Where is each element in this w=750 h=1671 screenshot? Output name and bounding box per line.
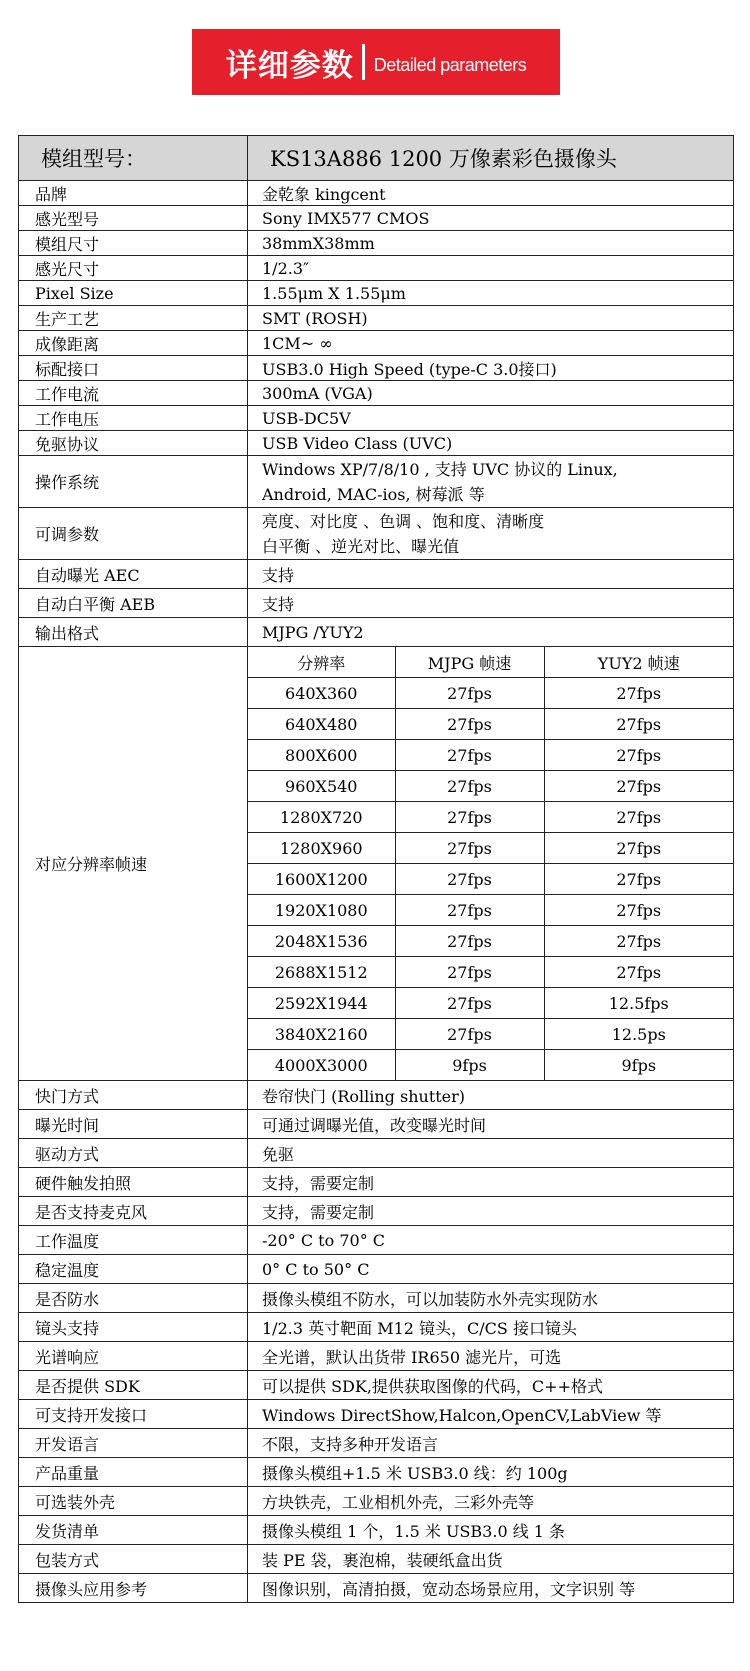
model-label: 模组型号： — [19, 136, 248, 181]
spec-label: 免驱协议 — [19, 431, 248, 456]
resolution-data-row — [248, 709, 734, 740]
os-label: 操作系统 — [19, 456, 248, 508]
spec-label: 快门方式 — [19, 1081, 248, 1110]
spec-value: USB-DC5V — [248, 406, 734, 431]
spec-value: 38mmX38mm — [248, 231, 734, 256]
resolution-value: 800X600 — [248, 740, 395, 771]
resolution-header: 分辨率 — [248, 647, 395, 678]
spec-label: 品牌 — [19, 181, 248, 206]
spec-row — [19, 181, 734, 206]
spec-row — [19, 1545, 734, 1574]
spec-row — [19, 1168, 734, 1197]
spec-label: 开发语言 — [19, 1429, 248, 1458]
spec-row — [19, 1226, 734, 1255]
resolution-data-row — [248, 833, 734, 864]
yuy2-fps: 12.5ps — [544, 1019, 734, 1050]
yuy2-fps: 27fps — [544, 771, 734, 802]
spec-label: 是否支持麦克风 — [19, 1197, 248, 1226]
mjpg-fps: 27fps — [395, 740, 544, 771]
resolution-row — [19, 647, 734, 1081]
resolution-data-row — [248, 926, 734, 957]
yuy2-fps: 27fps — [544, 926, 734, 957]
spec-label: 工作温度 — [19, 1226, 248, 1255]
mjpg-fps: 27fps — [395, 833, 544, 864]
spec-label: 生产工艺 — [19, 306, 248, 331]
spec-value: Windows DirectShow,Halcon,OpenCV,LabView 等 — [248, 1400, 734, 1429]
mjpg-fps: 27fps — [395, 1019, 544, 1050]
spec-label: 输出格式 — [19, 618, 248, 647]
spec-row — [19, 256, 734, 281]
spec-label: 摄像头应用参考 — [19, 1574, 248, 1603]
spec-row — [19, 1197, 734, 1226]
resolution-value: 640X480 — [248, 709, 395, 740]
os-row — [19, 456, 734, 508]
spec-label: 感光尺寸 — [19, 256, 248, 281]
resolution-value: 1280X720 — [248, 802, 395, 833]
mjpg-fps: 27fps — [395, 771, 544, 802]
model-header-row — [19, 136, 734, 181]
adjust-line: 亮度、对比度 、色调 、饱和度、清晰度 — [262, 511, 545, 531]
spec-value: 摄像头模组 1 个，1.5 米 USB3.0 线 1 条 — [248, 1516, 734, 1545]
mjpg-fps: 27fps — [395, 957, 544, 988]
spec-label: 稳定温度 — [19, 1255, 248, 1284]
spec-row — [19, 1458, 734, 1487]
spec-row — [19, 1110, 734, 1139]
spec-value: 1/2.3 英寸靶面 M12 镜头，C/CS 接口镜头 — [248, 1313, 734, 1342]
yuy2-fps: 27fps — [544, 957, 734, 988]
spec-value: 免驱 — [248, 1139, 734, 1168]
banner-divider — [362, 44, 365, 80]
spec-value: 卷帘快门 (Rolling shutter) — [248, 1081, 734, 1110]
resolution-value: 2688X1512 — [248, 957, 395, 988]
spec-row — [19, 281, 734, 306]
spec-value: 方块铁壳，工业相机外壳，三彩外壳等 — [248, 1487, 734, 1516]
spec-value: Sony IMX577 CMOS — [248, 206, 734, 231]
spec-value: 摄像头模组不防水，可以加装防水外壳实现防水 — [248, 1284, 734, 1313]
spec-value: 摄像头模组+1.5 米 USB3.0 线：约 100g — [248, 1458, 734, 1487]
yuy2-fps: 27fps — [544, 864, 734, 895]
spec-row — [19, 431, 734, 456]
yuy2-fps: 27fps — [544, 895, 734, 926]
resolution-data-row — [248, 957, 734, 988]
spec-label: 自动曝光 AEC — [19, 560, 248, 589]
os-line: Windows XP/7/8/10 , 支持 UVC 协议的 Linux, — [262, 459, 618, 479]
resolution-data-row — [248, 802, 734, 833]
os-value — [248, 456, 734, 508]
spec-row — [19, 381, 734, 406]
mjpg-fps: 27fps — [395, 988, 544, 1019]
resolution-header-row — [248, 647, 734, 678]
spec-label: 发货清单 — [19, 1516, 248, 1545]
os-line: Android, MAC-ios, 树莓派 等 — [262, 484, 485, 504]
resolution-data-row — [248, 678, 734, 709]
spec-label: 包装方式 — [19, 1545, 248, 1574]
resolution-header: YUY2 帧速 — [544, 647, 734, 678]
adjust-line: 白平衡 、逆光对比、曝光值 — [262, 536, 460, 556]
spec-row — [19, 1342, 734, 1371]
spec-row — [19, 618, 734, 647]
spec-value: 300mA (VGA) — [248, 381, 734, 406]
mjpg-fps: 27fps — [395, 678, 544, 709]
spec-label: 曝光时间 — [19, 1110, 248, 1139]
resolution-value: 1280X960 — [248, 833, 395, 864]
spec-row — [19, 1574, 734, 1603]
spec-value: 1CM~ ∞ — [248, 331, 734, 356]
resolution-value: 3840X2160 — [248, 1019, 395, 1050]
spec-label: 成像距离 — [19, 331, 248, 356]
banner-title-en: Detailed parameters — [373, 54, 527, 75]
spec-label: 可选装外壳 — [19, 1487, 248, 1516]
spec-row — [19, 206, 734, 231]
spec-row — [19, 1371, 734, 1400]
spec-label: 光谱响应 — [19, 1342, 248, 1371]
spec-label: 可支持开发接口 — [19, 1400, 248, 1429]
mjpg-fps: 27fps — [395, 709, 544, 740]
spec-value: 图像识别，高清拍摄，宽动态场景应用，文字识别 等 — [248, 1574, 734, 1603]
model-value: KS13A886 1200 万像素彩色摄像头 — [248, 136, 734, 181]
spec-label: 自动白平衡 AEB — [19, 589, 248, 618]
spec-row — [19, 331, 734, 356]
resolution-label: 对应分辨率帧速 — [19, 647, 248, 1081]
spec-value: 不限，支持多种开发语言 — [248, 1429, 734, 1458]
resolution-value: 640X360 — [248, 678, 395, 709]
spec-value: 0° C to 50° C — [248, 1255, 734, 1284]
spec-table — [18, 135, 734, 1603]
spec-value: 金乾象 kingcent — [248, 181, 734, 206]
spec-row — [19, 1400, 734, 1429]
banner-title-cn: 详细参数 — [225, 47, 354, 84]
resolution-value: 2592X1944 — [248, 988, 395, 1019]
spec-label: 模组尺寸 — [19, 231, 248, 256]
spec-row — [19, 1429, 734, 1458]
spec-row — [19, 356, 734, 381]
mjpg-fps: 27fps — [395, 926, 544, 957]
adjust-value — [248, 508, 734, 560]
spec-value: 1.55μm X 1.55μm — [248, 281, 734, 306]
adjust-row — [19, 508, 734, 560]
adjust-label: 可调参数 — [19, 508, 248, 560]
spec-value: 支持 — [248, 560, 734, 589]
mjpg-fps: 27fps — [395, 864, 544, 895]
spec-value: -20° C to 70° C — [248, 1226, 734, 1255]
spec-row — [19, 1313, 734, 1342]
resolution-data-row — [248, 864, 734, 895]
yuy2-fps: 27fps — [544, 678, 734, 709]
yuy2-fps: 12.5fps — [544, 988, 734, 1019]
resolution-value: 1920X1080 — [248, 895, 395, 926]
spec-value: 可以提供 SDK,提供获取图像的代码，C++格式 — [248, 1371, 734, 1400]
spec-value: MJPG /YUY2 — [248, 618, 734, 647]
spec-label: 驱动方式 — [19, 1139, 248, 1168]
resolution-value: 1600X1200 — [248, 864, 395, 895]
spec-value: 可通过调曝光值，改变曝光时间 — [248, 1110, 734, 1139]
spec-value: USB3.0 High Speed (type-C 3.0接口) — [248, 356, 734, 381]
spec-row — [19, 406, 734, 431]
mjpg-fps: 9fps — [395, 1050, 544, 1081]
spec-label: 镜头支持 — [19, 1313, 248, 1342]
resolution-data-row — [248, 895, 734, 926]
spec-label: Pixel Size — [19, 281, 248, 306]
spec-value: SMT (ROSH) — [248, 306, 734, 331]
resolution-table — [248, 647, 734, 1080]
yuy2-fps: 27fps — [544, 802, 734, 833]
spec-label: 标配接口 — [19, 356, 248, 381]
spec-row — [19, 1081, 734, 1110]
spec-row — [19, 1284, 734, 1313]
spec-row — [19, 560, 734, 589]
yuy2-fps: 27fps — [544, 740, 734, 771]
spec-label: 是否提供 SDK — [19, 1371, 248, 1400]
spec-label: 产品重量 — [19, 1458, 248, 1487]
resolution-data-row — [248, 988, 734, 1019]
resolution-data-row — [248, 1050, 734, 1081]
spec-label: 是否防水 — [19, 1284, 248, 1313]
spec-value: 全光谱，默认出货带 IR650 滤光片，可选 — [248, 1342, 734, 1371]
resolution-data-row — [248, 740, 734, 771]
spec-value: 1/2.3″ — [248, 256, 734, 281]
spec-label: 感光型号 — [19, 206, 248, 231]
resolution-value: 960X540 — [248, 771, 395, 802]
resolution-cell — [248, 647, 734, 1081]
spec-value: 装 PE 袋，裹泡棉，装硬纸盒出货 — [248, 1545, 734, 1574]
spec-row — [19, 1487, 734, 1516]
resolution-data-row — [248, 1019, 734, 1050]
resolution-data-row — [248, 771, 734, 802]
spec-label: 硬件触发拍照 — [19, 1168, 248, 1197]
spec-row — [19, 589, 734, 618]
spec-value: 支持，需要定制 — [248, 1197, 734, 1226]
spec-row — [19, 1139, 734, 1168]
yuy2-fps: 27fps — [544, 833, 734, 864]
spec-value: 支持，需要定制 — [248, 1168, 734, 1197]
resolution-header: MJPG 帧速 — [395, 647, 544, 678]
spec-row — [19, 1255, 734, 1284]
resolution-value: 2048X1536 — [248, 926, 395, 957]
mjpg-fps: 27fps — [395, 895, 544, 926]
resolution-value: 4000X3000 — [248, 1050, 395, 1081]
spec-label: 工作电压 — [19, 406, 248, 431]
spec-row — [19, 231, 734, 256]
yuy2-fps: 27fps — [544, 709, 734, 740]
spec-value: USB Video Class (UVC) — [248, 431, 734, 456]
spec-row — [19, 306, 734, 331]
section-banner — [192, 29, 560, 95]
spec-value: 支持 — [248, 589, 734, 618]
mjpg-fps: 27fps — [395, 802, 544, 833]
spec-row — [19, 1516, 734, 1545]
spec-label: 工作电流 — [19, 381, 248, 406]
yuy2-fps: 9fps — [544, 1050, 734, 1081]
